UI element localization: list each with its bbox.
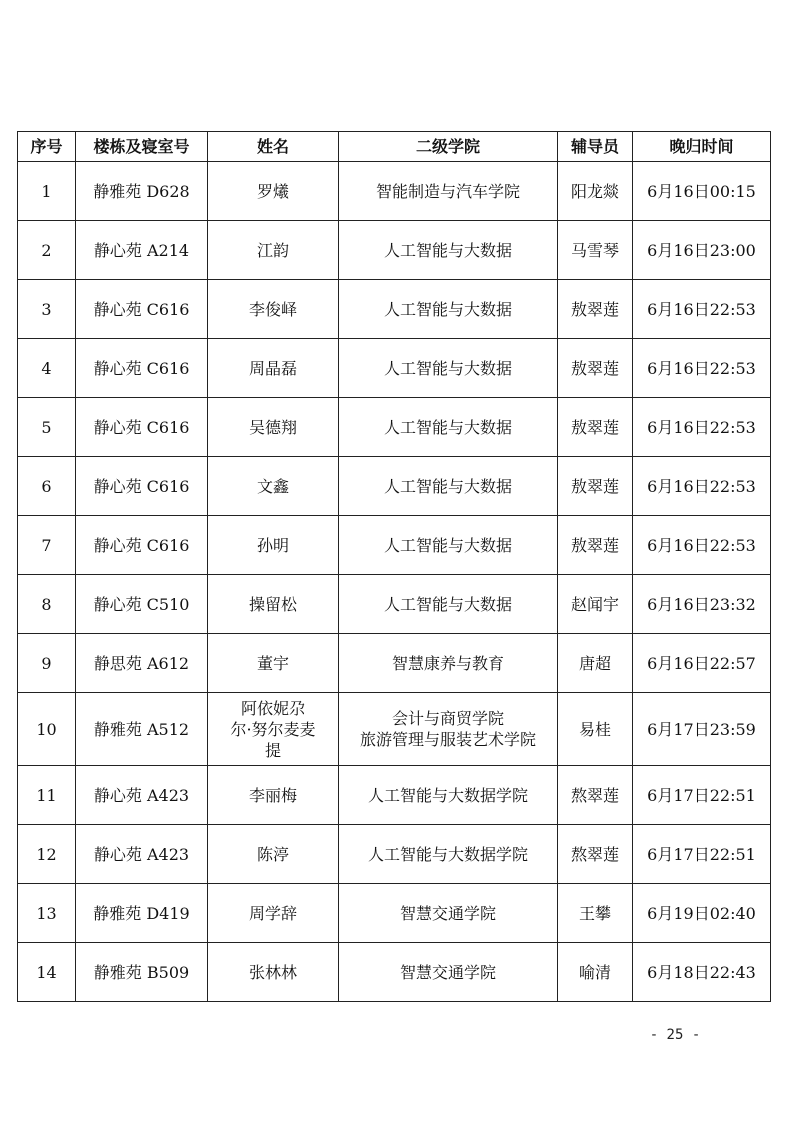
college-cell [339,575,558,634]
student-name-cell [208,825,339,884]
student-name-cell [208,693,339,766]
room-cell: 静雅苑 D419 [76,884,208,943]
row-number-cell: 6 [18,457,76,516]
room-cell: 静心苑 C616 [76,457,208,516]
room-cell: 静雅苑 A512 [76,693,208,766]
header-number: 序号 [18,132,76,162]
college-cell [339,457,558,516]
student-name-cell-line: 阿依妮尕 [240,698,305,718]
counselor-cell: 敖翠莲 [558,457,633,516]
table-row [18,162,771,221]
row-number-cell: 2 [18,221,76,280]
college-cell [339,825,558,884]
student-name-cell [208,575,339,634]
student-name-cell [208,280,339,339]
student-name-cell-line: 陈渟 [256,844,289,864]
return-time-cell: 6月17日22:51 [633,766,771,825]
row-number-cell: 13 [18,884,76,943]
student-name-cell-line: 周学辞 [248,903,297,923]
college-cell [339,884,558,943]
student-name-cell [208,221,339,280]
return-time-cell: 6月19日02:40 [633,884,771,943]
table-row [18,693,771,766]
room-cell: 静心苑 A214 [76,221,208,280]
return-time-cell: 6月17日22:51 [633,825,771,884]
table-row [18,516,771,575]
row-number-cell: 14 [18,943,76,1002]
college-cell-line: 人工智能与大数据 [383,476,512,496]
table-row [18,943,771,1002]
counselor-cell: 敖翠莲 [558,280,633,339]
return-time-cell: 6月18日22:43 [633,943,771,1002]
table-row [18,457,771,516]
college-cell-line: 人工智能与大数据 [383,594,512,614]
table-row [18,339,771,398]
counselor-cell: 易桂 [558,693,633,766]
room-cell: 静思苑 A612 [76,634,208,693]
room-cell: 静心苑 C616 [76,280,208,339]
student-name-cell [208,766,339,825]
college-cell-line: 人工智能与大数据学院 [367,844,528,864]
counselor-cell: 马雪琴 [558,221,633,280]
row-number-cell: 1 [18,162,76,221]
room-cell: 静心苑 A423 [76,825,208,884]
row-number-cell: 9 [18,634,76,693]
room-cell: 静心苑 C616 [76,339,208,398]
college-cell-line: 旅游管理与服装艺术学院 [359,730,536,749]
room-cell: 静心苑 A423 [76,766,208,825]
student-name-cell-line: 操留松 [248,594,297,614]
college-cell [339,398,558,457]
student-name-cell-line: 提 [264,740,281,760]
return-time-cell: 6月16日22:53 [633,516,771,575]
return-time-cell: 6月16日00:15 [633,162,771,221]
counselor-cell: 熬翠莲 [558,825,633,884]
student-name-cell [208,634,339,693]
table-body [18,162,771,1002]
student-name-cell-line: 李丽梅 [248,785,297,805]
college-cell-line: 人工智能与大数据 [383,417,512,437]
return-time-cell: 6月16日22:53 [633,457,771,516]
table-row [18,766,771,825]
row-number-cell: 3 [18,280,76,339]
table-row [18,825,771,884]
header-room: 楼栋及寝室号 [76,132,208,162]
student-name-cell-line: 孙明 [256,535,289,555]
college-cell [339,943,558,1002]
table-header-row [18,132,771,162]
college-cell-line: 人工智能与大数据 [383,358,512,378]
row-number-cell: 5 [18,398,76,457]
student-name-cell [208,943,339,1002]
row-number-cell: 7 [18,516,76,575]
college-cell-line: 会计与商贸学院 [391,709,504,728]
college-cell [339,339,558,398]
table-row [18,280,771,339]
return-time-cell: 6月16日23:32 [633,575,771,634]
college-cell-line: 智慧康养与教育 [391,653,504,673]
student-name-cell-line: 江韵 [256,240,289,260]
counselor-cell: 唐超 [558,634,633,693]
counselor-cell: 阳龙燚 [558,162,633,221]
counselor-cell: 熬翠莲 [558,766,633,825]
return-time-cell: 6月16日22:53 [633,280,771,339]
row-number-cell: 11 [18,766,76,825]
student-name-cell-line: 罗爔 [256,181,289,201]
college-cell [339,634,558,693]
student-name-cell-line: 李俊峄 [248,299,297,319]
page-number: - 25 - [649,1027,701,1043]
header-college: 二级学院 [339,132,558,162]
student-name-cell [208,162,339,221]
student-name-cell [208,457,339,516]
counselor-cell: 赵闻宇 [558,575,633,634]
student-name-cell-line: 董宇 [256,653,289,673]
room-cell: 静雅苑 B509 [76,943,208,1002]
college-cell [339,766,558,825]
counselor-cell: 敖翠莲 [558,339,633,398]
table-row [18,884,771,943]
header-counselor: 辅导员 [558,132,633,162]
return-time-cell: 6月16日22:57 [633,634,771,693]
counselor-cell: 敖翠莲 [558,516,633,575]
row-number-cell: 12 [18,825,76,884]
table-row [18,221,771,280]
room-cell: 静心苑 C510 [76,575,208,634]
college-cell-line: 人工智能与大数据学院 [367,785,528,805]
college-cell-line: 智慧交通学院 [399,962,496,982]
counselor-cell: 喻清 [558,943,633,1002]
student-name-cell [208,516,339,575]
student-name-cell [208,339,339,398]
table-row [18,398,771,457]
student-name-cell [208,398,339,457]
college-cell [339,693,558,766]
college-cell-line: 人工智能与大数据 [383,299,512,319]
room-cell: 静心苑 C616 [76,516,208,575]
table-row [18,634,771,693]
return-time-cell: 6月17日23:59 [633,693,771,766]
counselor-cell: 王攀 [558,884,633,943]
college-cell-line: 人工智能与大数据 [383,240,512,260]
header-name: 姓名 [208,132,339,162]
student-name-cell [208,884,339,943]
student-name-cell-line: 文鑫 [256,476,289,496]
return-time-cell: 6月16日22:53 [633,339,771,398]
college-cell [339,221,558,280]
college-cell [339,162,558,221]
college-cell [339,516,558,575]
college-cell-line: 人工智能与大数据 [383,535,512,555]
header-return-time: 晚归时间 [633,132,771,162]
return-time-cell: 6月16日23:00 [633,221,771,280]
student-name-cell-line: 尔·努尔麦麦 [230,719,316,739]
student-name-cell-line: 吴德翔 [248,417,297,437]
row-number-cell: 8 [18,575,76,634]
late-return-table [17,131,771,1002]
college-cell-line: 智慧交通学院 [399,903,496,923]
student-name-cell-line: 张林林 [248,962,297,982]
table-row [18,575,771,634]
college-cell [339,280,558,339]
room-cell: 静心苑 C616 [76,398,208,457]
counselor-cell: 敖翠莲 [558,398,633,457]
student-name-cell-line: 周晶磊 [248,358,297,378]
return-time-cell: 6月16日22:53 [633,398,771,457]
row-number-cell: 10 [18,693,76,766]
row-number-cell: 4 [18,339,76,398]
college-cell-line: 智能制造与汽车学院 [375,181,520,201]
room-cell: 静雅苑 D628 [76,162,208,221]
